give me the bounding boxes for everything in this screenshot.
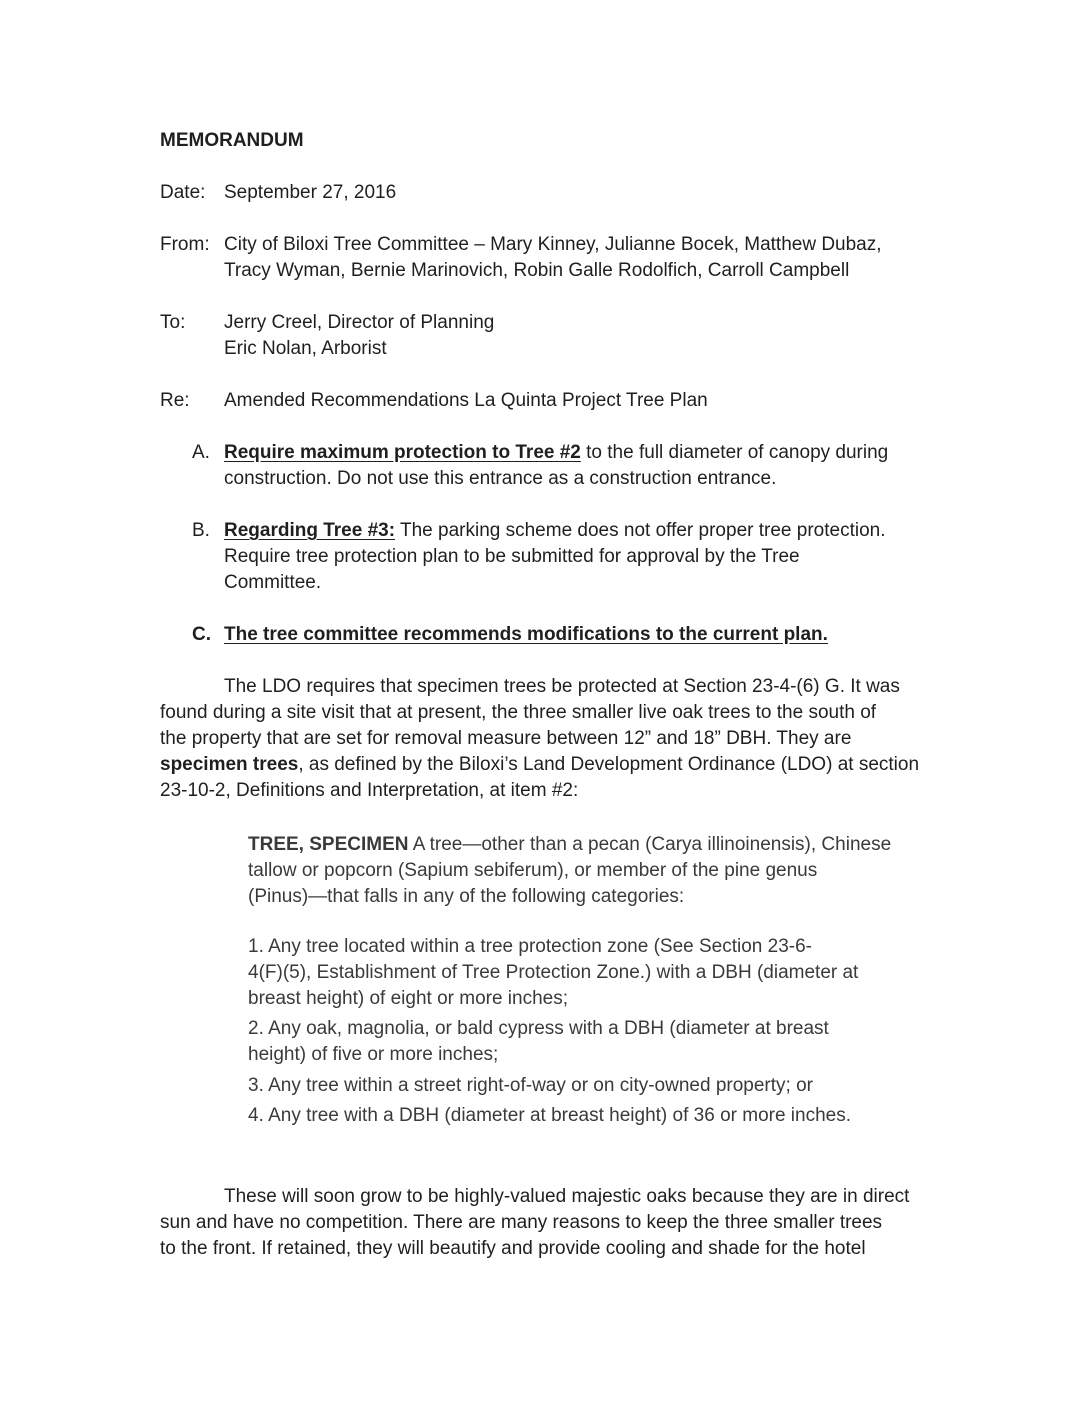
paragraph-2-line-1: These will soon grow to be highly-valued majestic oaks because they are in direct [224,1186,910,1207]
paragraph-1-line-4 [160,752,919,778]
quote-item-1-line-1: 1. Any tree located within a tree protection zone (See Section 23-6- [248,936,812,957]
item-b-line-3: Committee. [224,572,322,593]
paragraph-1-line-1: The LDO requires that specimen trees be protected at Section 23-4-(6) G. It was [224,676,900,697]
quote-item-2-line-1: 2. Any oak, magnolia, or bald cypress with a DBH (diameter at breast [248,1018,829,1039]
paragraph-1-line-3: the property that are set for removal measure between 12” and 18” DBH. They are [160,728,852,749]
specimen-trees-term: specimen trees [160,754,299,775]
paragraph-2-line-3: to the front. If retained, they will beautify and provide cooling and shade for the hotel [160,1238,866,1259]
item-a-line-2: construction. Do not use this entrance as a construction entrance. [224,468,777,489]
item-a-letter: A. [192,442,210,463]
quote-line-2: tallow or popcorn (Sapium sebiferum), or member of the pine genus [248,860,818,881]
paragraph-1-line-4-rest: , as defined by the Biloxi’s Land Development Ordinance (LDO) at section [298,754,920,775]
re-value: Amended Recommendations La Quinta Project Tree Plan [224,390,708,411]
to-line-2: Eric Nolan, Arborist [224,338,387,359]
item-c-text: The tree committee recommends modifications to the current plan. [224,624,828,645]
from-label: From: [160,234,210,255]
item-a-bold: Require maximum protection to Tree #2 [224,442,581,463]
item-b-line-1 [224,518,885,544]
from-line-2: Tracy Wyman, Bernie Marinovich, Robin Galle Rodolfich, Carroll Campbell [224,260,850,281]
date-label: Date: [160,182,206,203]
quote-item-1-line-2: 4(F)(5), Establishment of Tree Protection Zone.) with a DBH (diameter at [248,962,859,983]
item-a-rest: to the full diameter of canopy during [580,442,889,463]
memo-heading: MEMORANDUM [160,130,304,151]
paragraph-1-line-2: found during a site visit that at present, the three smaller live oak trees to the south of [160,702,877,723]
to-label: To: [160,312,186,333]
quote-item-2-line-2: height) of five or more inches; [248,1044,499,1065]
quote-line-3: (Pinus)—that falls in any of the following categories: [248,886,685,907]
to-line-1: Jerry Creel, Director of Planning [224,312,495,333]
quote-item-3: 3. Any tree within a street right-of-way or on city-owned property; or [248,1075,813,1096]
quote-line-1-rest: A tree—other than a pecan (Carya illinoinensis), Chinese [408,834,892,855]
quote-line-1 [248,832,891,858]
paragraph-1-line-5: 23-10-2, Definitions and Interpretation, at item #2: [160,780,579,801]
item-a-line-1 [224,440,888,466]
item-b-letter: B. [192,520,210,541]
re-label: Re: [160,390,190,411]
item-b-rest: The parking scheme does not offer proper tree protection. [395,520,886,541]
quote-item-1-line-3: breast height) of eight or more inches; [248,988,569,1009]
paragraph-2-line-2: sun and have no competition. There are many reasons to keep the three smaller trees [160,1212,883,1233]
date-value: September 27, 2016 [224,182,397,203]
item-b-line-2: Require tree protection plan to be submitted for approval by the Tree [224,546,800,567]
from-line-1: City of Biloxi Tree Committee – Mary Kinney, Julianne Bocek, Matthew Dubaz, [224,234,882,255]
quote-term: TREE, SPECIMEN [248,834,409,855]
item-b-bold: Regarding Tree #3: [224,520,396,541]
item-c-letter: C. [192,624,211,645]
quote-item-4: 4. Any tree with a DBH (diameter at breast height) of 36 or more inches. [248,1105,852,1126]
